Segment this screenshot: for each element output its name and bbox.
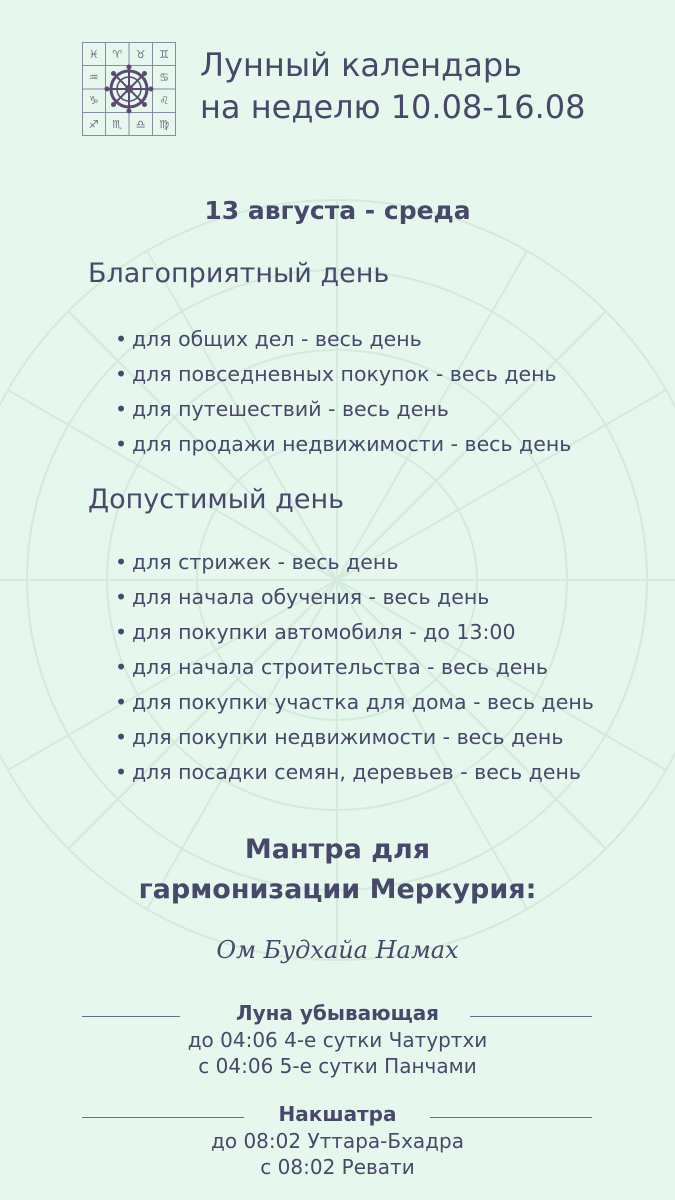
nakshatra-line2: с 08:02 Ревати [260,1155,415,1179]
divider [430,1117,592,1118]
list-item: • для начала строительства - весь день [115,655,548,679]
svg-text:♏: ♏ [112,118,123,131]
moon-phase-line1: до 04:06 4-е сутки Чатуртхи [187,1028,488,1052]
list-item: • для покупки недвижимости - весь день [115,725,564,749]
date-heading: 13 августа - среда [204,196,471,225]
list-item: • для общих дел - весь день [115,327,422,351]
svg-text:♓: ♓ [88,48,99,61]
acceptable-day-title: Допустимый день [88,484,345,515]
svg-text:♉: ♉ [135,48,146,61]
svg-text:♌: ♌ [159,94,170,107]
page-title-line2: на неделю 10.08-16.08 [200,88,586,126]
list-item: • для повседневных покупок - весь день [115,362,557,386]
nakshatra-line1: до 08:02 Уттара-Бхадра [211,1129,464,1153]
svg-text:♎: ♎ [135,118,146,131]
list-item: • для посадки семян, деревьев - весь день [115,760,581,784]
mantra-title-line1: Мантра для [244,834,431,865]
list-item: • для покупки автомобиля - до 13:00 [115,620,516,644]
page-title-line1: Лунный календарь [200,46,522,84]
page-title [200,44,660,128]
acceptable-day-list [115,545,594,790]
favorable-day-title: Благоприятный день [88,258,390,289]
nakshatra-block [0,1102,675,1180]
svg-text:♈: ♈ [112,48,123,61]
mantra-text: Ом Будхайа Намах [216,936,459,964]
mantra-title-line2: гармонизации Меркурия: [138,874,537,905]
list-item: • для покупки участка для дома - весь день [115,690,594,714]
list-item: • для путешествий - весь день [115,397,449,421]
svg-text:♊: ♊ [159,48,170,61]
list-item: • для стрижек - весь день [115,550,399,574]
svg-text:♒: ♒ [88,71,99,84]
favorable-day-list [115,322,571,462]
list-item: • для продажи недвижимости - весь день [115,432,572,456]
svg-text:♍: ♍ [159,118,170,131]
moon-phase-title: Луна убывающая [235,1001,440,1025]
zodiac-wheel-logo-icon [82,42,176,136]
svg-text:♐: ♐ [88,118,99,131]
list-item: • для начала обучения - весь день [115,585,490,609]
svg-text:♋: ♋ [159,71,170,84]
mantra-title [0,830,675,910]
moon-phase-block [0,1001,675,1079]
nakshatra-title: Накшатра [278,1102,397,1126]
divider [470,1016,592,1017]
divider [82,1016,180,1017]
svg-text:♑: ♑ [88,94,99,107]
divider [82,1117,244,1118]
moon-phase-line2: с 04:06 5-е сутки Панчами [198,1054,477,1078]
